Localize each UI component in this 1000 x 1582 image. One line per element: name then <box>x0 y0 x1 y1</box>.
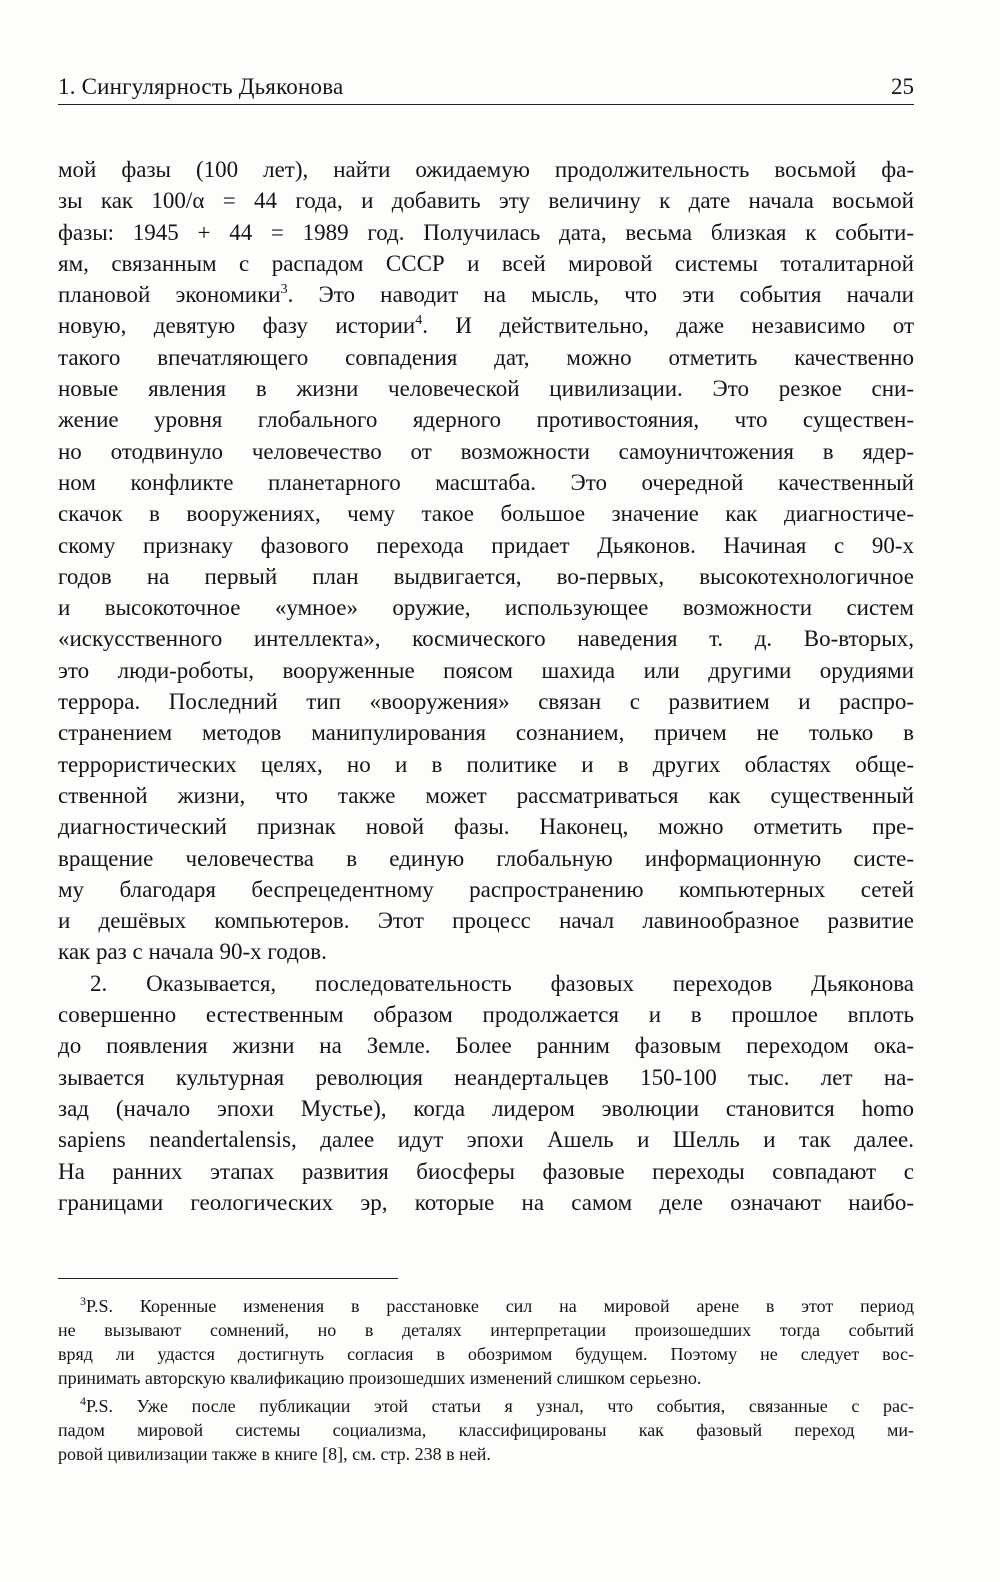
text-line: границами геологических эр, которые на самом деле означают наибо- <box>58 1189 914 1215</box>
text-segment: P.S. Уже после публикации этой статьи я узнал, что события, связанные с рас- <box>86 1396 914 1416</box>
text-line: мой фазы (100 лет), найти ожидаемую продолжительность восьмой фа- <box>58 157 914 182</box>
text-segment: плановой экономики <box>58 282 281 308</box>
text-segment: . Это наводит на мысль, что эти события начали <box>287 282 914 308</box>
footnote-line: принимать авторскую квалификацию произошедших изменений слишком серьезно. <box>58 1368 702 1388</box>
text-line: такого впечатляющего совпадения дат, можно отметить качественно <box>58 344 914 370</box>
text-segment: новую, девятую фазу истории <box>58 313 416 339</box>
footnote-ref-4: 4 <box>415 313 423 329</box>
text-line: жение уровня глобального ядерного противостояния, что существен- <box>58 407 914 433</box>
text-line: и дешёвых компьютеров. Этот процесс начал лавинообразное развитие <box>58 908 914 934</box>
text-line: до появления жизни на Земле. Более ранним фазовым переходом ока- <box>58 1033 914 1059</box>
text-line: зывается культурная революция неандертальцев 150-100 тыс. лет на- <box>58 1064 914 1090</box>
text-line: новые явления в жизни человеческой цивилизации. Это резкое сни- <box>58 376 914 402</box>
text-line: но отодвинуло человечество от возможности самоуничтожения в ядер- <box>58 438 914 464</box>
footnote-ref-3: 3 <box>280 282 288 298</box>
footnote-line: вряд ли удастся достигнуть согласия в обозримом будущем. Поэтому не следует вос- <box>58 1344 914 1364</box>
text-line: террористических целях, но и в политике и в других областях обще- <box>58 751 914 777</box>
text-segment: P.S. Коренные изменения в расстановке сил на мировой арене в этот период <box>86 1296 914 1316</box>
text-line: странением методов манипулирования сознанием, причем не только в <box>58 720 914 746</box>
text-line: вращение человечества в единую глобальную информационную систе- <box>58 845 914 871</box>
text-line: ям, связанным с распадом СССР и всей мировой системы тоталитарной <box>58 250 914 276</box>
text-line: 2. Оказывается, последовательность фазовых переходов Дьяконова <box>90 970 914 996</box>
text-line: диагностический признак новой фазы. Наконец, можно отметить пре- <box>58 814 914 840</box>
text-line: sapiens neandertalensis, далее идут эпохи Ашель и Шелль и так далее. <box>58 1127 914 1153</box>
footnote-line: не вызывают сомнений, но в деталях интерпретации произошедших тогда событий <box>58 1320 914 1340</box>
text-line: му благодаря беспрецедентному распространению компьютерных сетей <box>58 876 914 902</box>
text-line: На ранних этапах развития биосферы фазовые переходы совпадают с <box>58 1158 914 1184</box>
footnote-line: ровой цивилизации также в книге [8], см. стр. 238 в ней. <box>58 1444 491 1464</box>
footnote-divider <box>58 1278 398 1279</box>
text-line: годов на первый план выдвигается, во-первых, высокотехнологичное <box>58 563 914 589</box>
text-line <box>58 279 914 310</box>
footnote-line <box>58 1294 914 1318</box>
footnote-line <box>58 1394 914 1418</box>
page-number: 25 <box>891 74 914 99</box>
running-header <box>58 72 914 105</box>
footnote-mark-3: 3 <box>80 1294 86 1308</box>
text-line: это люди-роботы, вооруженные поясом шахида или другими орудиями <box>58 657 914 683</box>
text-line: фазы: 1945 + 44 = 1989 год. Получилась дата, весьма близкая к событи- <box>58 219 914 245</box>
chapter-title: 1. Сингулярность Дьяконова <box>58 74 344 99</box>
text-line: скачок в вооружениях, чему такое большое значение как диагностиче- <box>58 501 914 527</box>
text-line: террора. Последний тип «вооружения» связан с развитием и распро- <box>58 689 914 715</box>
main-text <box>58 154 914 1218</box>
text-line: и высокоточное «умное» оружие, использующее возможности систем <box>58 595 914 621</box>
footnotes <box>58 1294 914 1466</box>
text-line: ном конфликте планетарного масштаба. Это очередной качественный <box>58 469 914 495</box>
footnote-line: падом мировой системы социализма, классифицированы как фазовый переход ми- <box>58 1420 914 1440</box>
text-line <box>58 310 914 341</box>
text-segment: . И действительно, даже независимо от <box>422 313 914 339</box>
text-line: совершенно естественным образом продолжается и в прошлое вплоть <box>58 1002 914 1028</box>
text-line: зад (начало эпохи Мустье), когда лидером эволюции становится homo <box>58 1095 914 1121</box>
text-line: «искусственного интеллекта», космического наведения т. д. Во-вторых, <box>58 626 914 652</box>
text-line: скому признаку фазового перехода придает Дьяконов. Начиная с 90-х <box>58 532 914 558</box>
footnote-mark-4: 4 <box>80 1394 86 1408</box>
text-line: как раз с начала 90-х годов. <box>58 939 327 965</box>
text-line: ственной жизни, что также может рассматриваться как существенный <box>58 782 914 808</box>
text-line: зы как 100/α = 44 года, и добавить эту величину к дате начала восьмой <box>58 188 914 214</box>
